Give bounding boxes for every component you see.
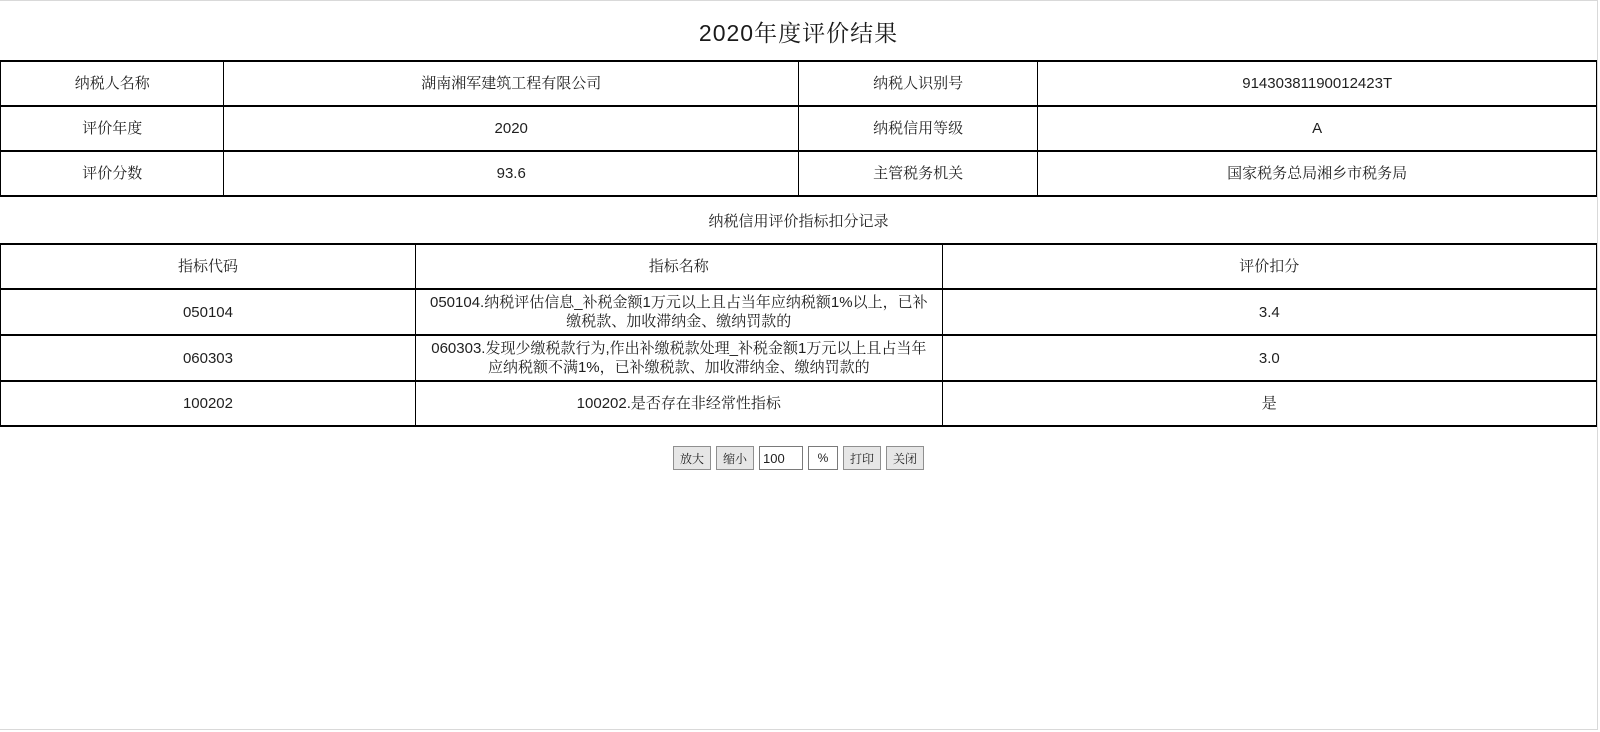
close-button[interactable]: 关闭 [886,446,924,470]
indicator-code-cell: 100202 [1,382,416,427]
deduction-value-cell: 3.0 [943,336,1597,382]
taxpayer-info-table [0,60,1597,197]
column-header-indicator-name: 指标名称 [416,245,943,290]
column-header-deduction: 评价扣分 [943,245,1597,290]
evaluation-score-value: 93.6 [224,152,799,197]
deduction-value-cell: 是 [943,382,1597,427]
zoom-in-button[interactable]: 放大 [673,446,711,470]
print-preview-toolbar [0,446,1597,470]
taxpayer-name-label: 纳税人名称 [1,62,224,107]
tax-authority-value: 国家税务总局湘乡市税务局 [1038,152,1597,197]
deduction-table [0,243,1597,427]
column-header-indicator-code: 指标代码 [1,245,416,290]
indicator-name-cell: 050104.纳税评估信息_补税金额1万元以上且占当年应纳税额1%以上，已补缴税款、加收滞纳金、缴纳罚款的 [416,290,943,336]
indicator-code-cell: 050104 [1,290,416,336]
indicator-code-cell: 060303 [1,336,416,382]
evaluation-score-label: 评价分数 [1,152,224,197]
taxpayer-name-value: 湖南湘军建筑工程有限公司 [224,62,799,107]
page-title: 2020年度评价结果 [698,20,899,46]
tax-authority-label: 主管税务机关 [799,152,1038,197]
credit-rating-label: 纳税信用等级 [799,107,1038,152]
credit-rating-value: A [1038,107,1597,152]
print-button[interactable]: 打印 [843,446,881,470]
deduction-section-title: 纳税信用评价指标扣分记录 [708,213,889,230]
deduction-value-cell: 3.4 [943,290,1597,336]
indicator-name-cell: 060303.发现少缴税款行为,作出补缴税款处理_补税金额1万元以上且占当年应纳税额不满1%，已补缴税款、加收滞纳金、缴纳罚款的 [416,336,943,382]
taxpayer-id-value: 91430381190012423T [1038,62,1597,107]
evaluation-year-label: 评价年度 [1,107,224,152]
zoom-out-button[interactable]: 缩小 [716,446,754,470]
percent-label: % [808,446,838,470]
evaluation-year-value: 2020 [224,107,799,152]
zoom-level-input[interactable] [759,446,803,470]
indicator-name-cell: 100202.是否存在非经常性指标 [416,382,943,427]
taxpayer-id-label: 纳税人识别号 [799,62,1038,107]
